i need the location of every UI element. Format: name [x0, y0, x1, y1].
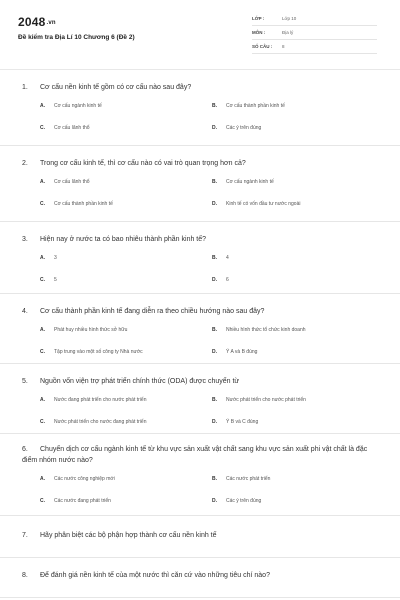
question-item — [0, 222, 400, 294]
document-title: Đề kiểm tra Địa Lí 10 Chương 6 (Đề 2) — [18, 34, 135, 41]
answer-option[interactable] — [40, 125, 90, 131]
option-letter: D. — [212, 349, 217, 355]
question-body: Để đánh giá nền kinh tế của một nước thì căn cứ vào những tiêu chí nào? — [40, 572, 270, 579]
meta-row — [252, 26, 377, 40]
question-text — [22, 82, 378, 93]
page-header — [0, 0, 400, 70]
option-letter: C. — [40, 498, 45, 504]
option-letter: D. — [212, 201, 217, 207]
option-text: Kinh tế có vốn đầu tư nước ngoài — [226, 201, 301, 207]
question-number: 4. — [22, 308, 28, 315]
question-text — [22, 158, 378, 169]
answer-option[interactable] — [212, 498, 261, 504]
document-meta — [252, 12, 377, 54]
answer-option[interactable] — [212, 327, 306, 333]
question-body: Hiện nay ở nước ta có bao nhiêu thành phần kinh tế? — [40, 236, 207, 243]
answer-option[interactable] — [212, 277, 229, 283]
option-letter: D. — [212, 277, 217, 283]
option-letter: D. — [212, 498, 217, 504]
answer-option[interactable] — [40, 327, 127, 333]
option-letter: B. — [212, 397, 217, 403]
answer-option[interactable] — [212, 419, 258, 425]
meta-row — [252, 12, 377, 26]
option-letter: C. — [40, 419, 45, 425]
question-body: Chuyển dịch cơ cấu ngành kinh tế từ khu vực sản xuất vật chất sang khu vực sản xuất phi vật chất là đặc điểm nhóm nước nào? — [22, 446, 368, 464]
option-letter: A. — [40, 255, 45, 261]
option-letter: A. — [40, 397, 45, 403]
answer-option[interactable] — [40, 419, 146, 425]
option-text: Cơ cấu lãnh thổ — [54, 179, 90, 185]
option-letter: A. — [40, 103, 45, 109]
answer-option[interactable] — [212, 349, 257, 355]
option-text: Cơ cấu ngành kinh tế — [226, 179, 274, 185]
answer-option[interactable] — [40, 397, 146, 403]
option-letter: D. — [212, 125, 217, 131]
option-text: Các ý trên đúng — [226, 498, 262, 504]
answer-option[interactable] — [40, 277, 57, 283]
option-letter: C. — [40, 125, 45, 131]
option-letter: C. — [40, 201, 45, 207]
option-letter: A. — [40, 327, 45, 333]
answer-option[interactable] — [40, 476, 115, 482]
option-letter: D. — [212, 419, 217, 425]
question-text — [22, 234, 378, 245]
answer-option[interactable] — [40, 201, 113, 207]
meta-row — [252, 40, 377, 54]
answer-option[interactable] — [40, 103, 102, 109]
question-body: Trong cơ cấu kinh tế, thì cơ cấu nào có vai trò quan trọng hơn cả? — [40, 160, 246, 167]
answer-option[interactable] — [40, 179, 90, 185]
question-number: 2. — [22, 160, 28, 167]
question-item — [0, 434, 400, 516]
option-text: Ý A và B đúng — [226, 349, 258, 355]
question-text — [22, 570, 378, 581]
option-text: Cơ cấu thành phần kinh tế — [226, 103, 285, 109]
question-list — [0, 70, 400, 598]
option-letter: A. — [40, 179, 45, 185]
meta-value: 8 — [282, 44, 285, 49]
question-number: 6. — [22, 446, 28, 453]
answer-option[interactable] — [212, 103, 285, 109]
option-text: 5 — [54, 277, 57, 283]
answer-option[interactable] — [40, 255, 57, 261]
option-text: Cơ cấu lãnh thổ — [54, 125, 90, 131]
option-text: Phát huy nhiều hình thức sở hữu — [54, 327, 128, 333]
option-text: Nước đang phát triển cho nước phát triển — [54, 397, 147, 403]
option-letter: B. — [212, 327, 217, 333]
question-item — [0, 70, 400, 146]
option-text: Nhiều hình thức tổ chức kinh doanh — [226, 327, 306, 333]
answer-option[interactable] — [40, 349, 143, 355]
option-text: 3 — [54, 255, 57, 261]
option-text: 6 — [226, 277, 229, 283]
question-text — [22, 530, 378, 541]
answer-option[interactable] — [212, 179, 274, 185]
answer-option[interactable] — [212, 201, 300, 207]
option-text: Các nước đang phát triển — [54, 498, 111, 504]
answer-option[interactable] — [212, 125, 261, 131]
option-text: Cơ cấu ngành kinh tế — [54, 103, 102, 109]
option-text: Nước phát triển cho nước phát triển — [226, 397, 306, 403]
question-item — [0, 364, 400, 434]
question-text — [22, 306, 378, 317]
answer-option[interactable] — [40, 498, 111, 504]
answer-option[interactable] — [212, 397, 306, 403]
question-text — [22, 376, 378, 387]
option-text: Các ý trên đúng — [226, 125, 262, 131]
question-body: Nguồn vốn viện trợ phát triển chính thức (ODA) được chuyển từ — [40, 378, 240, 385]
question-number: 5. — [22, 378, 28, 385]
question-item — [0, 516, 400, 558]
option-letter: B. — [212, 179, 217, 185]
option-letter: B. — [212, 103, 217, 109]
meta-label: LỚP : — [252, 16, 265, 21]
option-text: Tập trung vào một số công ty Nhà nước — [54, 349, 143, 355]
meta-value: Địa lý — [282, 30, 294, 35]
question-text — [22, 444, 378, 466]
question-body: Cơ cấu nền kinh tế gồm có cơ cấu nào sau đây? — [40, 84, 192, 91]
question-body: Hãy phân biệt các bộ phận hợp thành cơ cấu nền kinh tế — [40, 532, 217, 539]
logo-text: 2048 — [18, 15, 46, 29]
meta-label: MÔN : — [252, 30, 266, 35]
question-item — [0, 294, 400, 364]
meta-label: SỐ CÂU : — [252, 44, 273, 49]
question-item — [0, 146, 400, 222]
option-letter: C. — [40, 277, 45, 283]
answer-option[interactable] — [212, 476, 270, 482]
logo-suffix: .vn — [46, 19, 56, 26]
site-logo[interactable] — [18, 15, 56, 29]
option-letter: B. — [212, 255, 217, 261]
answer-option[interactable] — [212, 255, 229, 261]
option-text: Nước phát triển cho nước đang phát triển — [54, 419, 147, 425]
option-text: Cơ cấu thành phần kinh tế — [54, 201, 113, 207]
option-text: 4 — [226, 255, 229, 261]
option-text: Các nước phát triển — [226, 476, 271, 482]
option-letter: C. — [40, 349, 45, 355]
question-number: 1. — [22, 84, 28, 91]
option-text: Các nước công nghiệp mới — [54, 476, 115, 482]
option-letter: A. — [40, 476, 45, 482]
question-item — [0, 558, 400, 598]
meta-value: Lớp 10 — [282, 16, 297, 21]
question-body: Cơ cấu thành phần kinh tế đang diễn ra theo chiều hướng nào sau đây? — [40, 308, 265, 315]
option-letter: B. — [212, 476, 217, 482]
question-number: 7. — [22, 532, 28, 539]
question-number: 3. — [22, 236, 28, 243]
question-number: 8. — [22, 572, 28, 579]
option-text: Ý B và C đúng — [226, 419, 259, 425]
